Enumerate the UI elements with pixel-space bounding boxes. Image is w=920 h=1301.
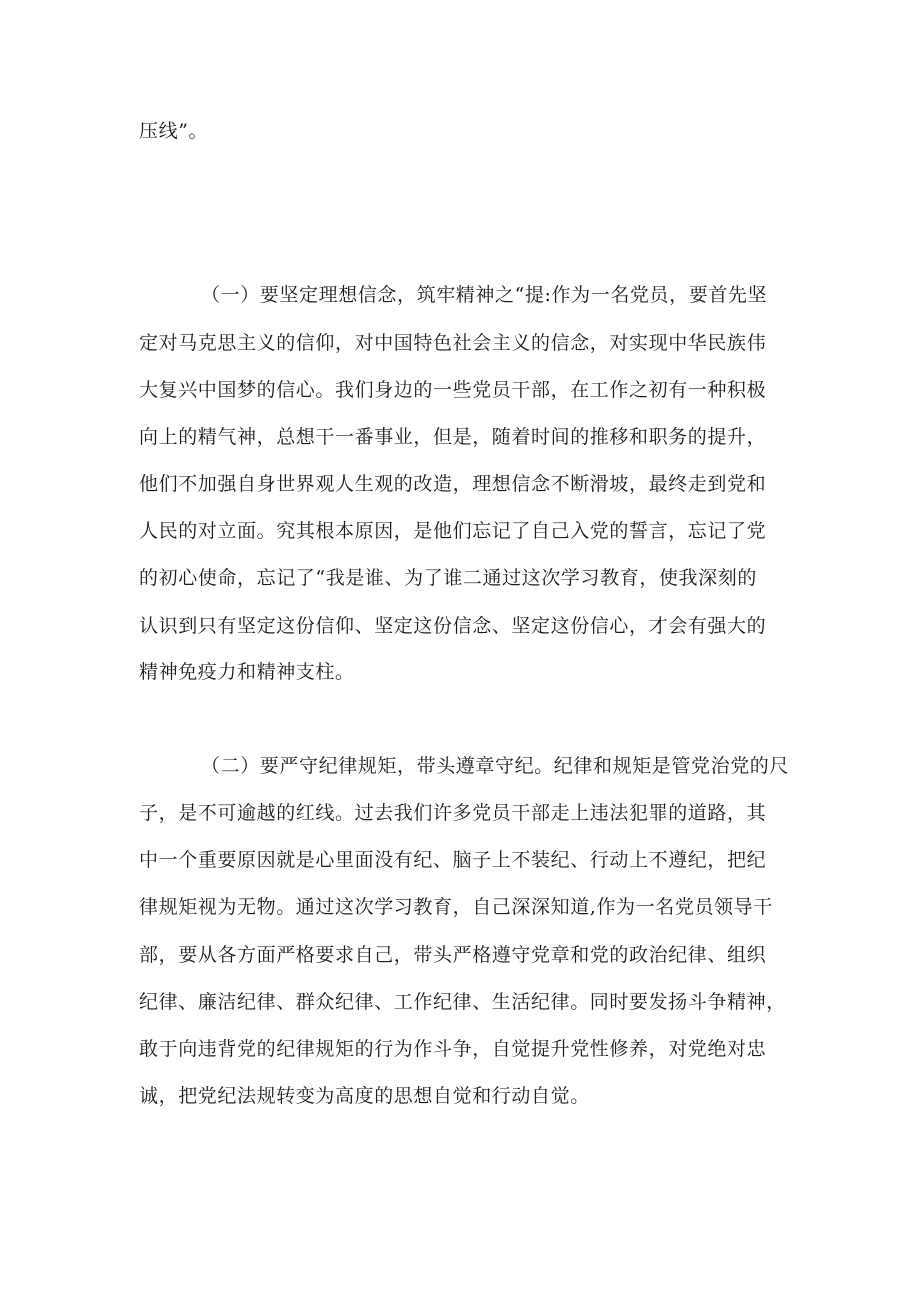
section-1-line: 的初心使命，忘记了“我是谁、为了谁二通过这次学习教育，使我深刻的 xyxy=(139,567,757,589)
section-1-line: 人民的对立面。究其根本原因，是他们忘记了自己入党的誓言，忘记了党 xyxy=(139,520,767,542)
continuation-line: 压线”。 xyxy=(139,120,209,142)
section-1-line: 向上的精气神，总想干一番事业，但是，随着时间的推移和职务的提升， xyxy=(139,426,767,448)
section-1-line: （一）要坚定理想信念，筑牢精神之“提:作为一名党员，要首先坚 xyxy=(201,284,768,306)
section-2-line: 子，是不可逾越的红线。过去我们许多党员干部走上违法犯罪的道路，其 xyxy=(139,802,767,824)
section-2-line: 纪律、廉洁纪律、群众纪律、工作纪律、生活纪律。同时要发扬斗争精神， xyxy=(139,991,786,1013)
section-1-line: 他们不加强自身世界观人生观的改造，理想信念不断滑坡，最终走到党和 xyxy=(139,473,767,495)
section-1-line: 大复兴中国梦的信心。我们身边的一些党员干部，在工作之初有一种积极 xyxy=(139,379,767,401)
section-1-line: 精神免疫力和精神支柱。 xyxy=(139,661,355,683)
section-2-line: （二）要严守纪律规矩，带头遵章守纪。纪律和规矩是管党治党的尺 xyxy=(201,755,790,777)
section-1-line: 认识到只有坚定这份信仰、坚定这份信念、坚定这份信心，才会有强大的 xyxy=(139,615,767,637)
section-2-line: 中一个重要原因就是心里面没有纪、脑子上不装纪、行动上不遵纪，把纪 xyxy=(139,849,767,871)
section-2-line: 敢于向违背党的纪律规矩的行为作斗争，自觉提升党性修养，对党绝对忠 xyxy=(139,1038,767,1060)
section-1-line: 定对马克思主义的信仰，对中国特色社会主义的信念，对实现中华民族伟 xyxy=(139,332,767,354)
section-2-line: 律规矩视为无物。通过这次学习教育，自己深深知道,作为一名党员领导干 xyxy=(139,896,773,918)
section-2-line: 部，要从各方面严格要求自己，带头严格遵守党章和党的政治纪律、组织 xyxy=(139,944,767,966)
section-2-line: 诚，把党纪法规转变为高度的思想自觉和行动自觉。 xyxy=(139,1085,590,1107)
